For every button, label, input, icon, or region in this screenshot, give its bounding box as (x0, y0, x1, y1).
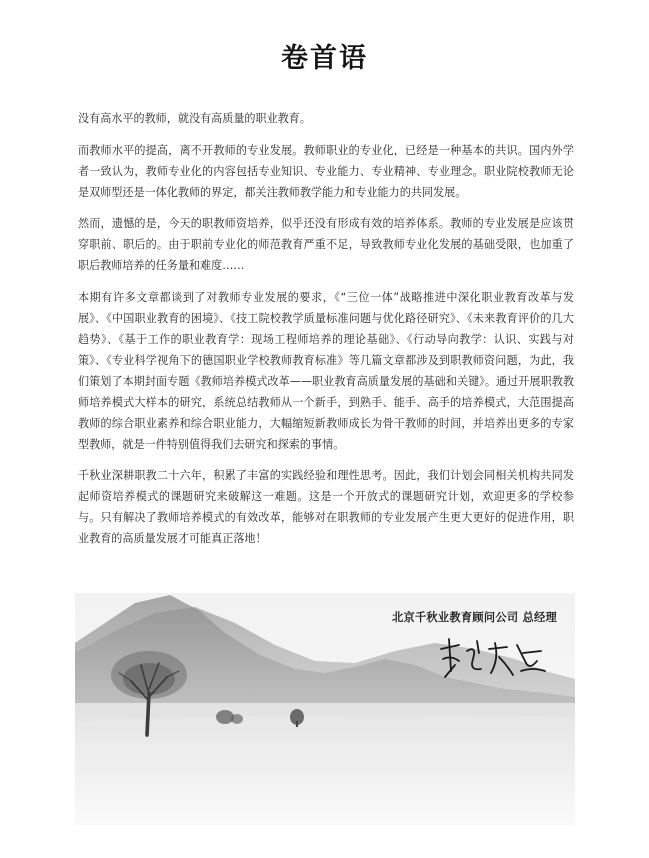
signature-title-text: 北京千秋业教育顾问公司 总经理 (391, 611, 557, 624)
page-title: 卷首语 (281, 43, 368, 74)
paragraph: 千秋业深耕职教二十六年，积累了丰富的实践经验和理性思考。因此，我们计划会同相关机构共同发起师资培养模式的课题研究来破解这一难题。这是一个开放式的课题研究计划，欢迎更多的学校参与。只有解决了教师培养模式的有效改革，能够对在职教师的专业发展产生更大更好的促进作用，职业教育的高质量发展才可能真正落地！ (78, 469, 574, 545)
article-body (78, 108, 574, 560)
landscape-illustration (75, 593, 575, 825)
paragraph: 没有高水平的教师，就没有高质量的职业教育。 (78, 112, 311, 125)
handwritten-signature (433, 631, 553, 685)
winter-landscape-photo (75, 593, 575, 825)
paragraph: 而教师水平的提高，离不开教师的专业发展。教师职业的专业化，已经是一种基本的共识。国内外学者一致认为，教师专业化的内容包括专业知识、专业能力、专业精神、专业理念。职业院校教师无论是双师型还是一体化教师的界定，都关注教师教学能力和专业能力的共同发展。 (78, 143, 574, 199)
paragraph: 然而，遗憾的是，今天的职教师资培养，似乎还没有形成有效的培养体系。教师的专业发展是应该贯穿职前、职后的。由于职前专业化的师范教育严重不足，导致教师专业化发展的基础受限，也加重了职后教师培养的任务量和难度…… (78, 217, 574, 272)
paragraph: 本期有许多文章都谈到了对教师专业发展的要求，《“三位一体”战略推进中深化职业教育改革与发展》、《中国职业教育的困境》、《技工院校教学质量标准问题与优化路径研究》、《未来教育评价的几大趋势》、《基于工作的职业教育学：现场工程师培养的理论基础》、《行动导向教学：认识、实践与对策》、《专业科学视角下的德国职业学校教师教育标准》等几篇文章都涉及到职教师资问题，为此，我们策划了本期封面专题《教师培养模式改革——职业教育高质量发展的基础和关键》。通过开展职教教师培养模式大样本的研究，系统总结教师从一个新手，到熟手、能手、高手的培养模式，大范围提高教师的综合职业素养和综合职业能力，大幅缩短新教师成长为骨干教师的时间，并培养出更多的专家型教师，就是一件特别值得我们去研究和探索的事情。 (78, 290, 574, 451)
